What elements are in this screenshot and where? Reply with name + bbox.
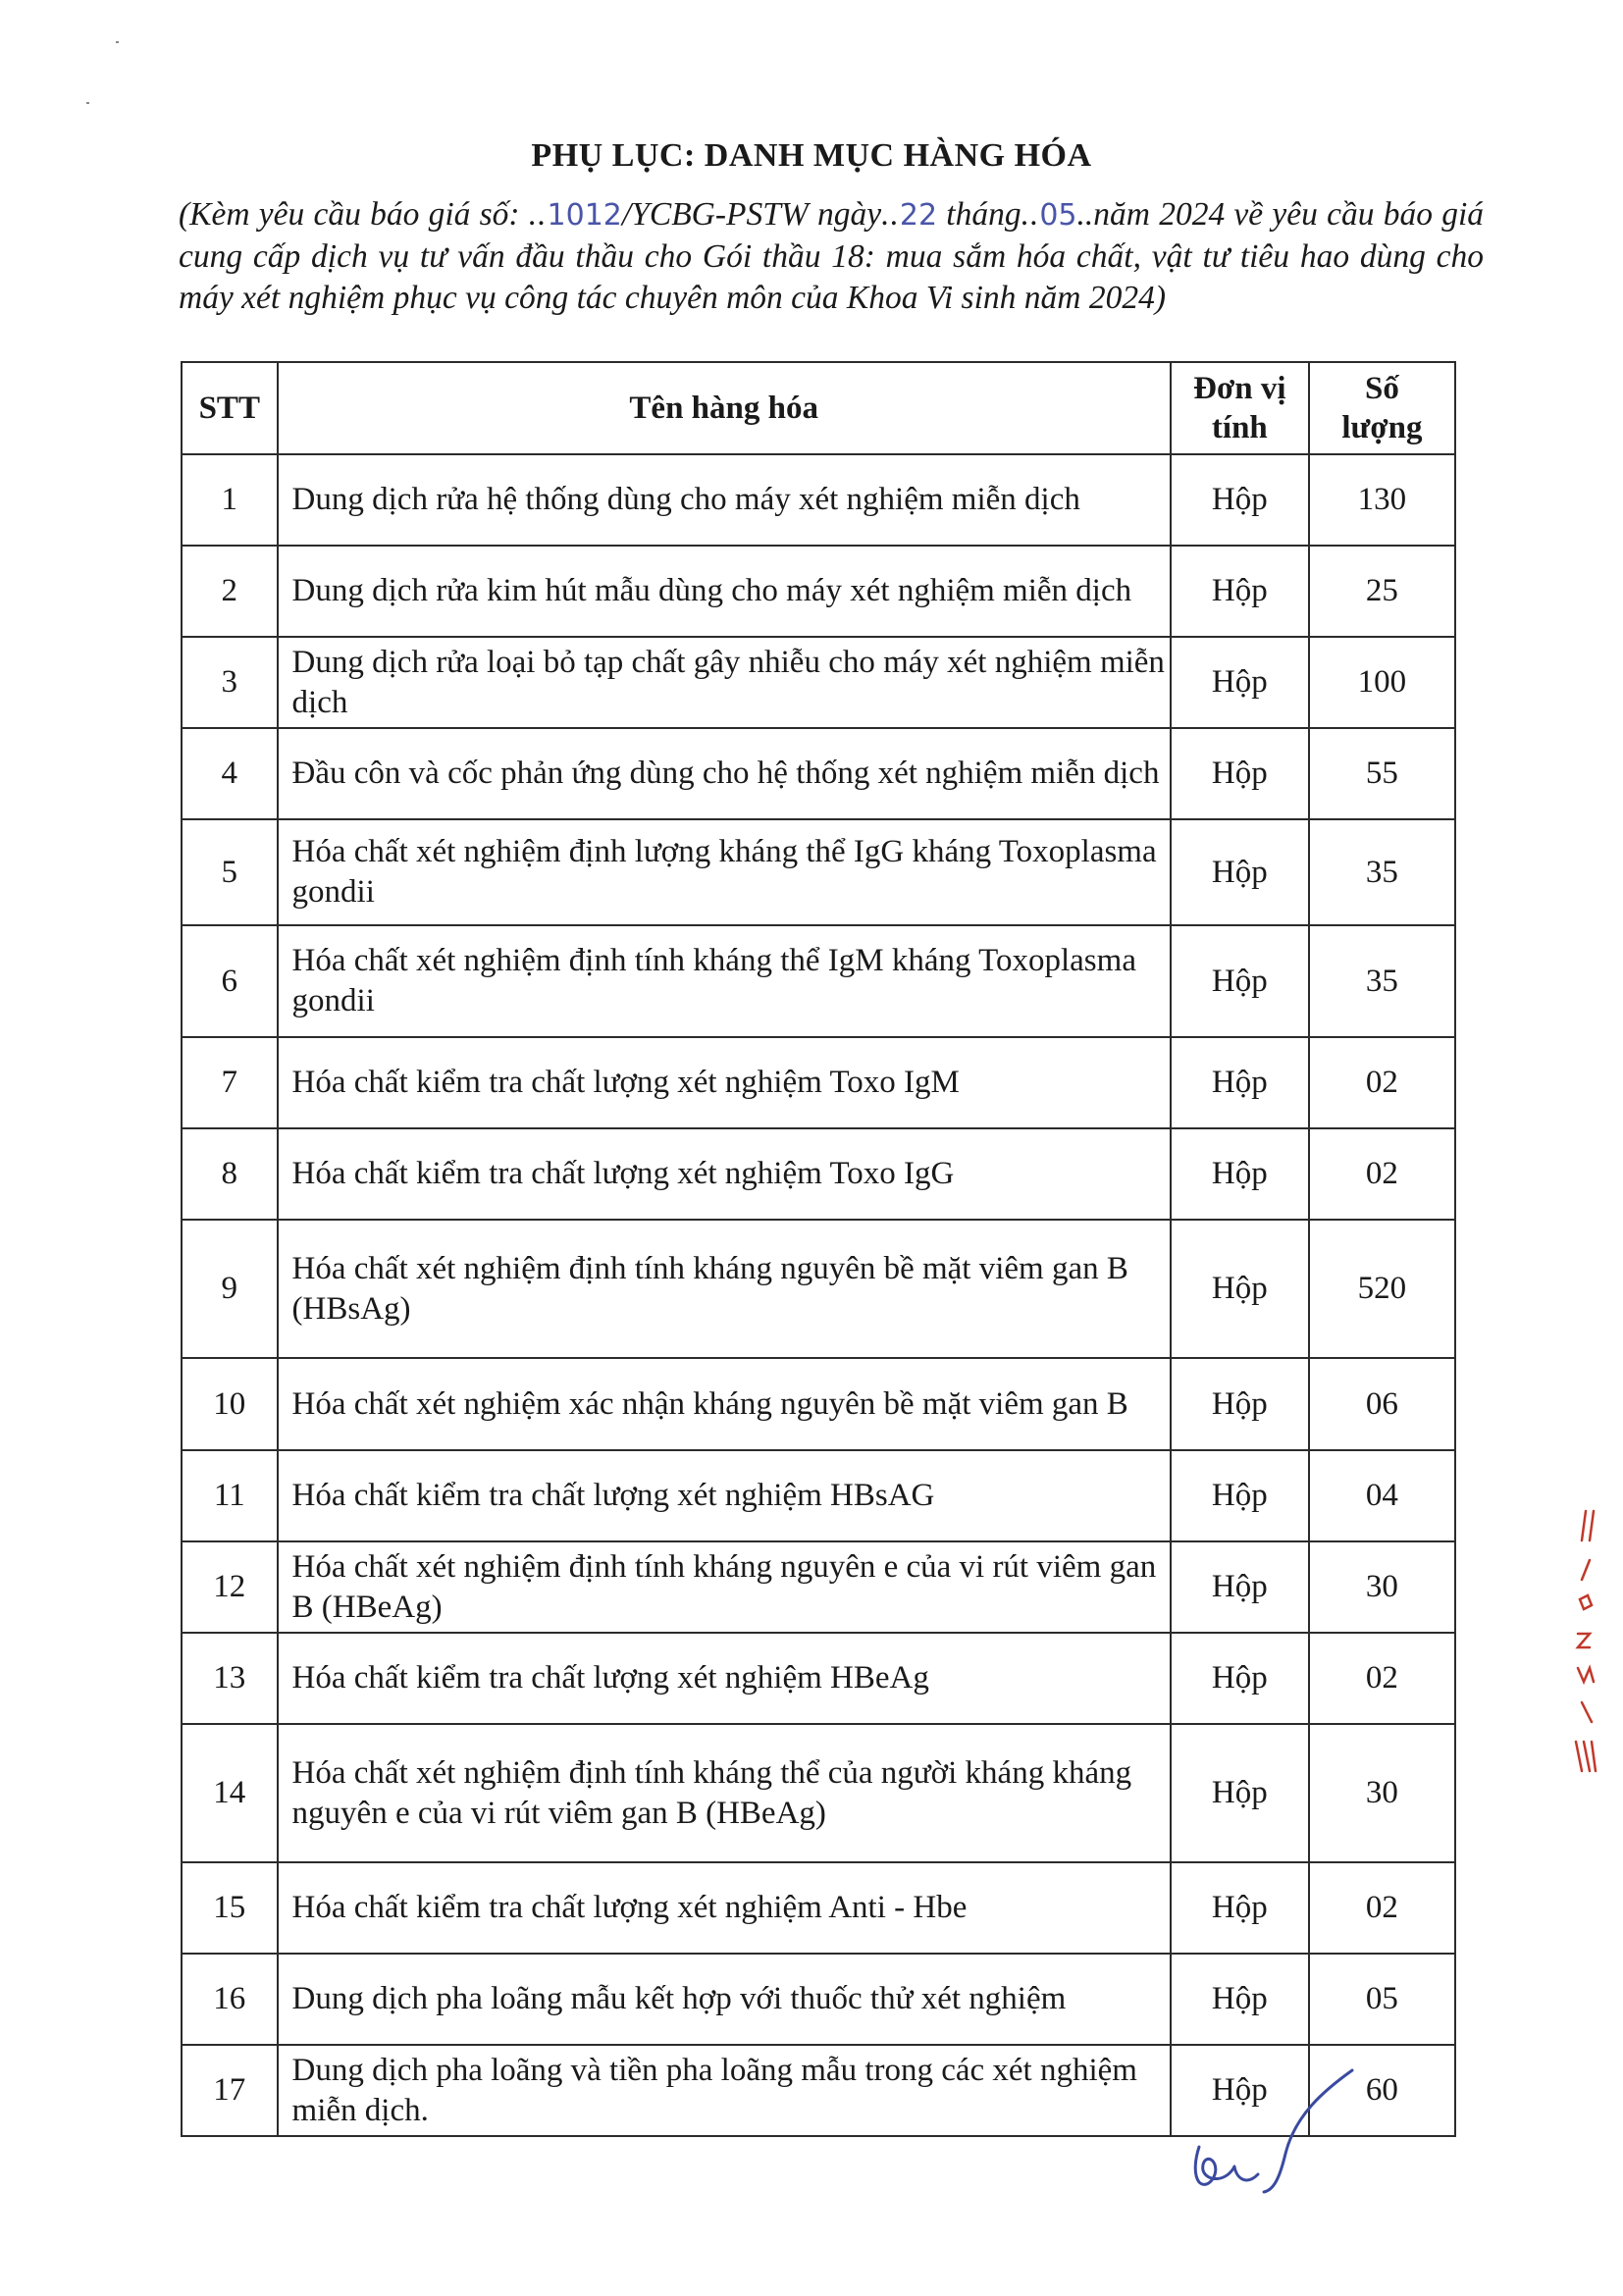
table-row: [182, 1037, 1455, 1128]
cell-stt: 12: [182, 1541, 278, 1633]
cell-qty: 520: [1309, 1220, 1455, 1358]
table-row: [182, 1954, 1455, 2045]
cell-name: Hóa chất xét nghiệm định tính kháng thể IgM kháng Toxoplasma gondii: [278, 925, 1171, 1037]
stamp-stroke: [1576, 1742, 1582, 1771]
table-row: [182, 819, 1455, 925]
cell-qty: 30: [1309, 1724, 1455, 1862]
signature-stroke: [1264, 2070, 1352, 2192]
cell-qty: 05: [1309, 1954, 1455, 2045]
table-row: [182, 1862, 1455, 1954]
handwritten-day: 22: [899, 198, 938, 233]
cell-unit: Hộp: [1171, 1128, 1309, 1220]
table-row: [182, 1128, 1455, 1220]
header-qty: [1309, 362, 1455, 454]
cell-stt: 13: [182, 1633, 278, 1724]
cell-stt: 14: [182, 1724, 278, 1862]
subtitle-mid1: /YCBG-PSTW ngày: [621, 196, 882, 233]
stamp-glyph: [1580, 1595, 1592, 1609]
table-row: [182, 1450, 1455, 1541]
cell-name: Hóa chất kiểm tra chất lượng xét nghiệm Toxo IgG: [278, 1128, 1171, 1220]
header-unit-line1: Đơn vị: [1193, 371, 1286, 406]
cell-unit: Hộp: [1171, 925, 1309, 1037]
cell-stt: 1: [182, 454, 278, 546]
cell-name: Hóa chất xét nghiệm xác nhận kháng nguyên bề mặt viêm gan B: [278, 1358, 1171, 1450]
cell-qty: 25: [1309, 546, 1455, 637]
table-row: [182, 454, 1455, 546]
cell-unit: Hộp: [1171, 1862, 1309, 1954]
cell-unit: Hộp: [1171, 454, 1309, 546]
cell-qty: 30: [1309, 1541, 1455, 1633]
document-subtitle: (Kèm yêu cầu báo giá số: ..1012/YCBG-PSTW ngày..22 tháng..05..năm 2024 về yêu cầu báo giá cung cấp dịch vụ tư vấn đầu thầu cho Gói thầu 18: mua sắm hóa chất, vật tư tiêu hao dùng cho máy xét nghiệm phục vụ công tác chuyên môn của Khoa Vi sinh năm 2024): [179, 196, 1484, 316]
cell-stt: 6: [182, 925, 278, 1037]
table-row: [182, 925, 1455, 1037]
cell-unit: Hộp: [1171, 637, 1309, 728]
subtitle-mid2: tháng: [937, 196, 1021, 233]
scan-speck: [86, 102, 89, 104]
cell-unit: Hộp: [1171, 1037, 1309, 1128]
table-row: [182, 1220, 1455, 1358]
cell-name: Dung dịch pha loãng mẫu kết hợp với thuốc thử xét nghiệm: [278, 1954, 1171, 2045]
cell-unit: Hộp: [1171, 1954, 1309, 2045]
cell-qty: 06: [1309, 1358, 1455, 1450]
cell-name: Hóa chất xét nghiệm định tính kháng thể của người kháng kháng nguyên e của vi rút viêm gan B (HBeAg): [278, 1724, 1171, 1862]
cell-stt: 2: [182, 546, 278, 637]
cell-qty: 04: [1309, 1450, 1455, 1541]
cell-stt: 4: [182, 728, 278, 819]
cell-stt: 11: [182, 1450, 278, 1541]
subtitle-rest: ..năm 2024 về yêu cầu báo giá cung cấp dịch vụ tư vấn đầu thầu cho Gói thầu 18: mua sắm hóa chất, vật tư tiêu hao dùng cho máy xét nghiệm phục vụ công tác chuyên môn của Khoa Vi sinh năm 2024): [179, 196, 1484, 316]
cell-qty: 35: [1309, 819, 1455, 925]
table-row: [182, 1724, 1455, 1862]
cell-qty: 02: [1309, 1633, 1455, 1724]
cell-qty: 35: [1309, 925, 1455, 1037]
header-qty-line2: lượng: [1341, 410, 1423, 445]
cell-unit: Hộp: [1171, 1358, 1309, 1450]
stamp-stroke: [1590, 1511, 1594, 1540]
cell-stt: 10: [182, 1358, 278, 1450]
cell-name: Dung dịch rửa kim hút mẫu dùng cho máy xét nghiệm miễn dịch: [278, 546, 1171, 637]
table-row: [182, 637, 1455, 728]
cell-stt: 3: [182, 637, 278, 728]
cell-unit: Hộp: [1171, 1541, 1309, 1633]
cell-name: Dung dịch pha loãng và tiền pha loãng mẫu trong các xét nghiệm miễn dịch.: [278, 2045, 1171, 2136]
stamp-stroke: [1582, 1511, 1586, 1540]
cell-qty: 02: [1309, 1128, 1455, 1220]
cell-name: Dung dịch rửa loại bỏ tạp chất gây nhiễu cho máy xét nghiệm miễn dịch: [278, 637, 1171, 728]
cell-unit: Hộp: [1171, 1724, 1309, 1862]
cell-stt: 15: [182, 1862, 278, 1954]
cell-unit: Hộp: [1171, 1633, 1309, 1724]
stamp-stroke: [1582, 1560, 1590, 1580]
cell-unit: Hộp: [1171, 819, 1309, 925]
cell-unit: Hộp: [1171, 2045, 1309, 2136]
table-row: [182, 546, 1455, 637]
header-unit: [1171, 362, 1309, 454]
cell-qty: 55: [1309, 728, 1455, 819]
cell-qty: 100: [1309, 637, 1455, 728]
table-header-row: [182, 362, 1455, 454]
cell-stt: 17: [182, 2045, 278, 2136]
cell-name: Hóa chất kiểm tra chất lượng xét nghiệm Toxo IgM: [278, 1037, 1171, 1128]
header-name: Tên hàng hóa: [278, 362, 1171, 454]
cell-name: Hóa chất kiểm tra chất lượng xét nghiệm Anti - Hbe: [278, 1862, 1171, 1954]
scan-speck: [116, 41, 119, 43]
header-qty-line1: Số: [1364, 371, 1399, 406]
signature-stroke: [1195, 2147, 1258, 2184]
stamp-stroke: [1582, 1702, 1592, 1722]
cell-qty: 02: [1309, 1037, 1455, 1128]
cell-stt: 5: [182, 819, 278, 925]
cell-stt: 7: [182, 1037, 278, 1128]
cell-name: Đầu côn và cốc phản ứng dùng cho hệ thống xét nghiệm miễn dịch: [278, 728, 1171, 819]
cell-name: Hóa chất kiểm tra chất lượng xét nghiệm HBsAG: [278, 1450, 1171, 1541]
red-stamp-edge: [1568, 1501, 1597, 1796]
cell-stt: 9: [182, 1220, 278, 1358]
cell-qty: 60: [1309, 2045, 1455, 2136]
header-stt: STT: [182, 362, 278, 454]
header-unit-line2: tính: [1211, 410, 1268, 445]
cell-name: Hóa chất kiểm tra chất lượng xét nghiệm HBeAg: [278, 1633, 1171, 1724]
cell-stt: 16: [182, 1954, 278, 2045]
cell-qty: 02: [1309, 1862, 1455, 1954]
cell-stt: 8: [182, 1128, 278, 1220]
cell-unit: Hộp: [1171, 1450, 1309, 1541]
cell-name: Dung dịch rửa hệ thống dùng cho máy xét nghiệm miễn dịch: [278, 454, 1171, 546]
stamp-stroke: [1584, 1742, 1590, 1771]
handwritten-month: 05: [1039, 198, 1077, 233]
cell-name: Hóa chất xét nghiệm định tính kháng nguyên bề mặt viêm gan B (HBsAg): [278, 1220, 1171, 1358]
table-row: [182, 1541, 1455, 1633]
handwritten-request-number: 1012: [547, 198, 622, 233]
page-title: PHỤ LỤC: DANH MỤC HÀNG HÓA: [531, 137, 1092, 174]
table-row: [182, 728, 1455, 819]
cell-qty: 130: [1309, 454, 1455, 546]
cell-name: Hóa chất xét nghiệm định tính kháng nguyên e của vi rút viêm gan B (HBeAg): [278, 1541, 1171, 1633]
handwritten-signature: [1178, 2061, 1374, 2198]
subtitle-prefix: (Kèm yêu cầu báo giá số:: [179, 196, 529, 233]
cell-name: Hóa chất xét nghiệm định lượng kháng thể IgG kháng Toxoplasma gondii: [278, 819, 1171, 925]
stamp-glyph: [1578, 1634, 1590, 1647]
table-row: [182, 1358, 1455, 1450]
goods-table: [181, 361, 1456, 2137]
cell-unit: Hộp: [1171, 728, 1309, 819]
stamp-glyph: [1578, 1668, 1594, 1682]
stamp-stroke: [1592, 1742, 1596, 1771]
cell-unit: Hộp: [1171, 546, 1309, 637]
table-row: [182, 1633, 1455, 1724]
cell-unit: Hộp: [1171, 1220, 1309, 1358]
